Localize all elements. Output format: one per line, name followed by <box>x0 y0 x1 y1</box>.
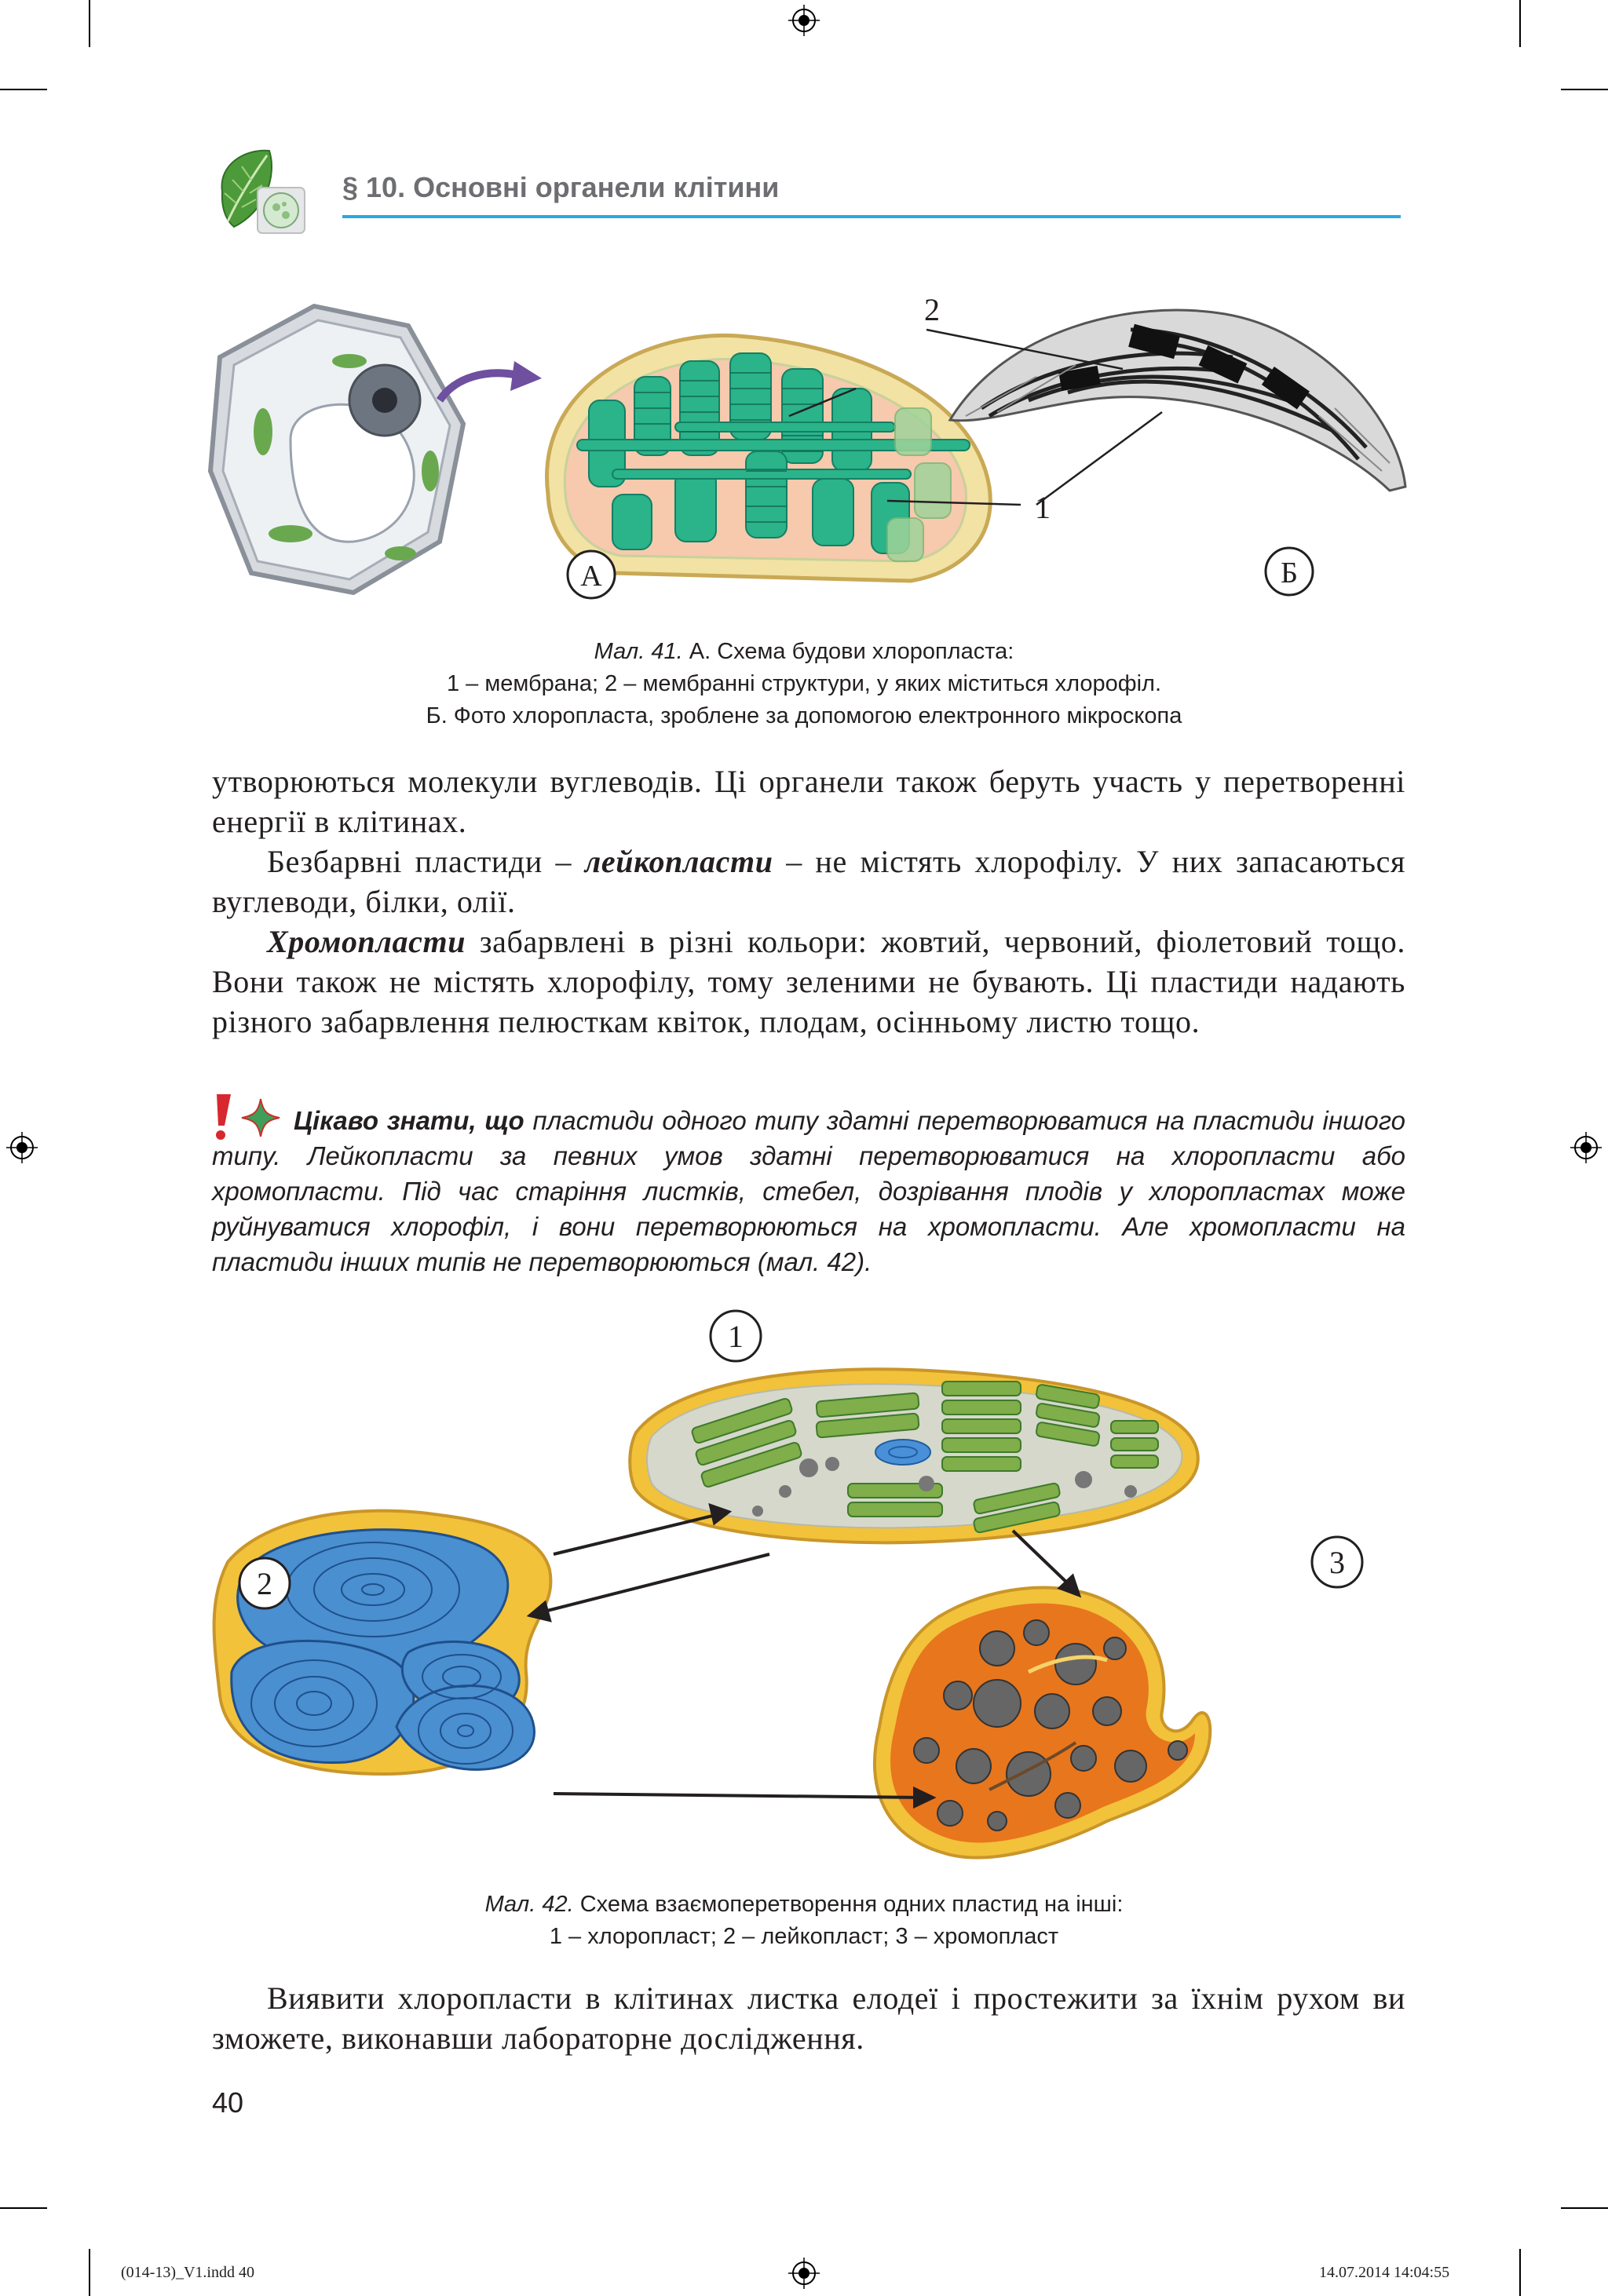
chloroplast-scheme-a <box>547 335 991 581</box>
registration-mark-icon <box>788 2258 820 2289</box>
figure-41-illustration <box>204 283 1413 612</box>
closing-paragraph <box>212 1978 1405 2058</box>
registration-mark-icon <box>1570 1132 1602 1163</box>
crop-mark <box>89 0 90 47</box>
section-title: § 10. Основні органели клітини <box>342 171 780 203</box>
label-a: А <box>580 560 602 593</box>
paragraph: Виявити хлоропласти в клітинах листка елодеї і простежити за їхнім рухом ви зможете, виконавши лабораторне дослідження. <box>212 1980 1405 2056</box>
header-rule <box>342 215 1401 218</box>
label-2: 2 <box>924 292 940 327</box>
body-text <box>212 761 1405 1042</box>
paragraph: Хромопласти забарвлені в різні кольори: жовтий, червоний, фіолетовий тощо. Вони також не містять хлорофілу, тому зеленими не бувають. Ці пластиди надають різного забарвлення пелюсткам квіток, плодам, осінньому листю тощо. <box>212 924 1405 1039</box>
paragraph: утворюються молекули вуглеводів. Ці органели також беруть участь у перетворенні енергії в клітинах. <box>212 764 1405 839</box>
crop-mark <box>0 2207 47 2209</box>
leaf-cell-icon <box>210 144 312 239</box>
label-b: Б <box>1281 557 1298 590</box>
crop-mark <box>0 89 47 90</box>
crop-mark <box>89 2249 90 2296</box>
label-1: 1 <box>1035 490 1051 525</box>
caption-prefix: Мал. 42. <box>484 1892 574 1917</box>
chromoplast-drawing <box>875 1588 1210 1858</box>
label-3: 3 <box>1329 1545 1345 1580</box>
caption-line: Б. Фото хлоропласта, зроблене за допомогою електронного мікроскопа <box>426 703 1182 728</box>
label-2: 2 <box>257 1566 272 1601</box>
fact-lead: Цікаво знати, що <box>294 1106 524 1135</box>
footer-file: (014-13)_V1.indd 40 <box>121 2264 254 2281</box>
figure-42-caption <box>196 1889 1412 1953</box>
crop-mark <box>1561 2207 1608 2209</box>
leucoplast-drawing <box>214 1511 551 1774</box>
caption-line: 1 – хлоропласт; 2 – лейкопласт; 3 – хромопласт <box>549 1924 1059 1949</box>
figure-42-illustration <box>204 1303 1413 1868</box>
footer-date: 14.07.2014 14:04:55 <box>1319 2264 1450 2281</box>
registration-mark-icon <box>788 5 820 36</box>
crop-mark <box>1519 2249 1521 2296</box>
caption-line: А. Схема будови хлоропласта: <box>682 639 1014 664</box>
term-leucoplasts: лейкопласти <box>584 844 773 879</box>
interesting-fact <box>212 1103 1405 1279</box>
chloroplast-micrograph-b <box>950 310 1405 491</box>
crop-mark <box>1519 0 1521 47</box>
fact-text: пластиди одного типу здатні перетворюватися на пластиди іншого типу. Лейкопласти за певних умов здатні перетворюватися на хлоропласти або хромопласти. Під час старіння листків, стебел, дозрівання плодів у хлоропластах може руйнуватися хлорофіл, і вони перетворюються на хромопласти. Але хромопласти на пластиди інших типів не перетворюються (мал. 42). <box>212 1106 1405 1276</box>
page-number: 40 <box>212 2086 244 2119</box>
figure-41-caption <box>196 636 1412 732</box>
caption-line: 1 – мембрана; 2 – мембранні структури, у яких міститься хлорофіл. <box>446 671 1162 696</box>
caption-prefix: Мал. 41. <box>594 639 683 664</box>
paragraph: Безбарвні пластиди – лейкопласти – не містять хлорофілу. У них запасаються вуглеводи, білки, олії. <box>212 844 1405 919</box>
registration-mark-icon <box>6 1132 38 1163</box>
term-chromoplasts: Хромопласти <box>267 924 466 959</box>
caption-line: Схема взаємоперетворення одних пластид на інші: <box>573 1892 1124 1917</box>
label-1: 1 <box>728 1319 744 1354</box>
crop-mark <box>1561 89 1608 90</box>
plant-cell-drawing <box>210 306 463 593</box>
